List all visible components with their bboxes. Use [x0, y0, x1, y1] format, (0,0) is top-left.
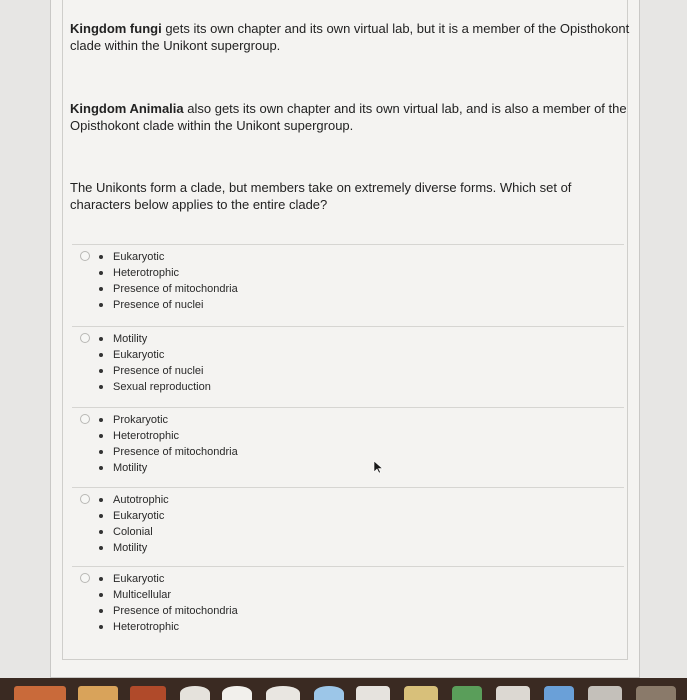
option-4-list	[94, 492, 169, 556]
list-item: Sexual reproduction	[94, 379, 211, 395]
list-item: Autotrophic	[94, 492, 169, 508]
dock-app-icon[interactable]	[356, 686, 390, 700]
divider	[72, 487, 624, 488]
question-text: The Unikonts form a clade, but members take on extremely diverse forms. Which set of characters below applies to the entire clade?	[70, 180, 572, 212]
dock-app-icon[interactable]	[452, 686, 482, 700]
mouse-cursor-icon	[373, 460, 383, 474]
dock-app-icon[interactable]	[496, 686, 530, 700]
list-item: Multicellular	[94, 587, 238, 603]
intro-animalia	[70, 100, 630, 134]
dock-app-icon[interactable]	[314, 686, 344, 700]
radio-icon[interactable]	[80, 494, 90, 504]
list-item: Eukaryotic	[94, 347, 211, 363]
animalia-text: also gets its own chapter and its own virtual lab, and is also a member of the Opisthokont clade within the Unikont supergroup.	[70, 101, 627, 133]
radio-icon[interactable]	[80, 333, 90, 343]
option-5-list	[94, 571, 238, 635]
option-2-list	[94, 331, 211, 395]
dock-app-icon[interactable]	[180, 686, 210, 700]
list-item: Motility	[94, 540, 169, 556]
divider	[72, 566, 624, 567]
list-item: Heterotrophic	[94, 619, 238, 635]
radio-icon[interactable]	[80, 414, 90, 424]
divider	[72, 244, 624, 245]
list-item: Heterotrophic	[94, 428, 238, 444]
list-item: Presence of mitochondria	[94, 444, 238, 460]
option-1-list	[94, 249, 238, 313]
question-panel	[62, 0, 628, 660]
divider	[72, 407, 624, 408]
dock-app-icon[interactable]	[588, 686, 622, 700]
dock-app-icon[interactable]	[78, 686, 118, 700]
animalia-bold: Kingdom Animalia	[70, 101, 184, 116]
list-item: Eukaryotic	[94, 249, 238, 265]
list-item: Prokaryotic	[94, 412, 238, 428]
list-item: Colonial	[94, 524, 169, 540]
list-item: Heterotrophic	[94, 265, 238, 281]
list-item: Presence of nuclei	[94, 297, 238, 313]
list-item: Motility	[94, 331, 211, 347]
dock-app-icon[interactable]	[266, 686, 300, 700]
list-item: Presence of mitochondria	[94, 603, 238, 619]
option-3-list	[94, 412, 238, 476]
dock-app-icon[interactable]	[636, 686, 676, 700]
divider	[72, 326, 624, 327]
dock-app-icon[interactable]	[14, 686, 66, 700]
radio-icon[interactable]	[80, 251, 90, 261]
list-item: Presence of mitochondria	[94, 281, 238, 297]
intro-fungi	[70, 20, 630, 54]
list-item: Eukaryotic	[94, 571, 238, 587]
radio-icon[interactable]	[80, 573, 90, 583]
list-item: Presence of nuclei	[94, 363, 211, 379]
dock-app-icon[interactable]	[222, 686, 252, 700]
list-item: Motility	[94, 460, 238, 476]
dock-app-icon[interactable]	[544, 686, 574, 700]
dock-app-icon[interactable]	[404, 686, 438, 700]
fungi-text: gets its own chapter and its own virtual lab, but it is a member of the Opisthokont clade within the Unikont supergroup.	[70, 21, 630, 53]
list-item: Eukaryotic	[94, 508, 169, 524]
dock-bar	[0, 678, 687, 700]
dock-app-icon[interactable]	[130, 686, 166, 700]
fungi-bold: Kingdom fungi	[70, 21, 162, 36]
